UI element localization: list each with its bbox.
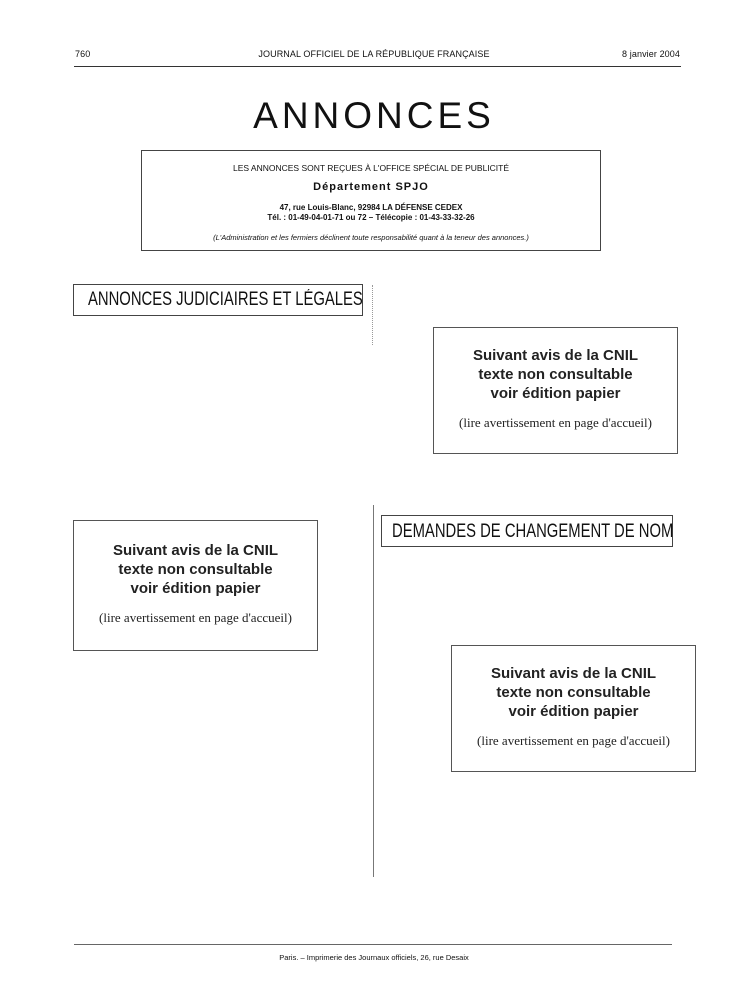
cnil-notice-box xyxy=(433,327,678,454)
cnil-note: (lire avertissement en page d'accueil) xyxy=(477,733,670,748)
printer-footer: Paris. – Imprimerie des Journaux officiels, 26, rue Desaix xyxy=(279,953,469,962)
notice-address: 47, rue Louis-Blanc, 92984 LA DÉFENSE CEDEX xyxy=(279,203,463,212)
section-heading-changement-nom xyxy=(381,515,673,547)
cnil-line: voir édition papier xyxy=(490,385,621,402)
column-divider xyxy=(373,505,374,877)
issue-date: 8 janvier 2004 xyxy=(622,49,680,59)
cnil-line: texte non consultable xyxy=(496,684,651,701)
cnil-line: Suivant avis de la CNIL xyxy=(490,665,657,682)
cnil-notice-box xyxy=(451,645,696,772)
cnil-note: (lire avertissement en page d'accueil) xyxy=(459,415,652,430)
cnil-line: texte non consultable xyxy=(118,561,273,578)
publicity-notice-box xyxy=(141,150,601,251)
cnil-line: voir édition papier xyxy=(508,703,639,720)
column-divider xyxy=(372,285,373,345)
cnil-line: voir édition papier xyxy=(130,580,261,597)
section-heading-label: DEMANDES DE CHANGEMENT DE NOM xyxy=(392,521,674,542)
notice-intro: LES ANNONCES SONT REÇUES À L'OFFICE SPÉCIAL DE PUBLICITÉ xyxy=(232,163,510,173)
header-rule xyxy=(74,66,681,67)
notice-contact: Tél. : 01-49-04-01-71 ou 72 – Télécopie : 01-43-33-32-26 xyxy=(267,213,475,222)
cnil-line: texte non consultable xyxy=(478,366,633,383)
section-heading-judiciaires xyxy=(73,284,363,316)
page-title: ANNONCES xyxy=(253,95,495,136)
notice-disclaimer: (L'Administration et les fermiers déclinent toute responsabilité quant à la teneur des annonces.) xyxy=(213,233,529,242)
cnil-line: Suivant avis de la CNIL xyxy=(472,347,639,364)
cnil-note: (lire avertissement en page d'accueil) xyxy=(99,610,292,625)
page-number: 760 xyxy=(75,49,91,59)
footer-rule xyxy=(74,944,672,945)
journal-title: JOURNAL OFFICIEL DE LA RÉPUBLIQUE FRANÇAISE xyxy=(258,49,490,59)
cnil-line: Suivant avis de la CNIL xyxy=(112,542,279,559)
section-heading-label: ANNONCES JUDICIAIRES ET LÉGALES xyxy=(88,289,363,310)
notice-department: Département SPJO xyxy=(313,181,429,193)
cnil-notice-box xyxy=(73,520,318,651)
